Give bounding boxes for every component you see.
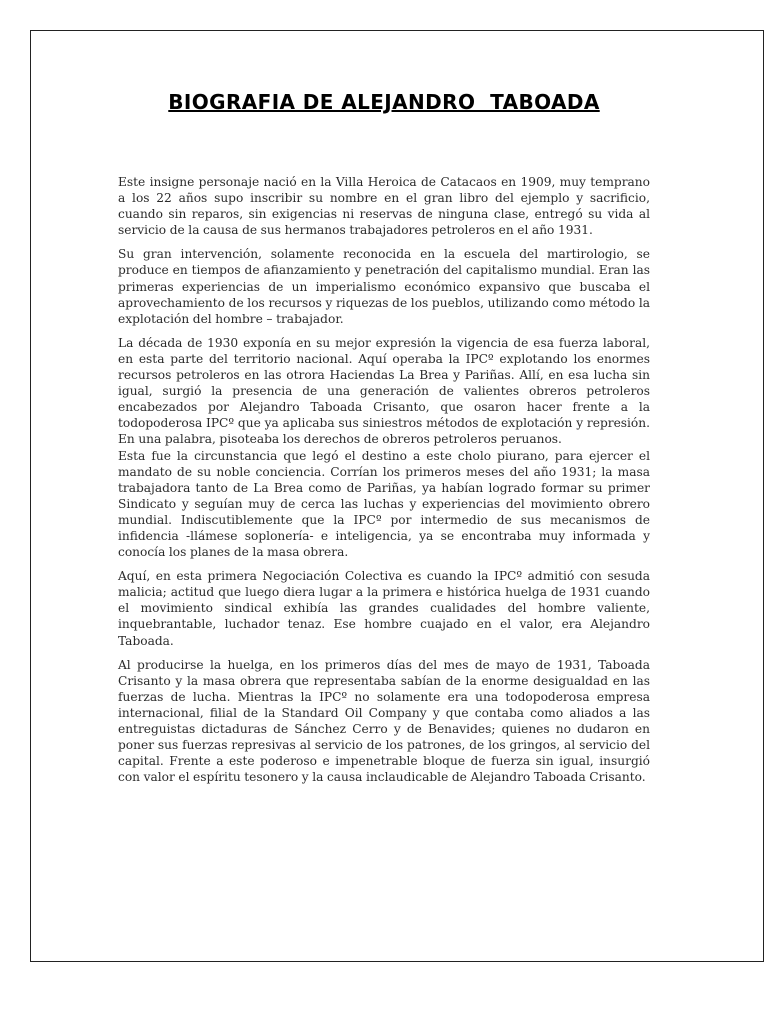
- paragraph-6: Al producirse la huelga, en los primeros días del mes de mayo de 1931, Taboada Crisanto y la masa obrera que representaba sabían de la enorme desigualdad en las fuerzas de lucha. Mientras la IPCº no solamente era una todopoderosa empresa internacional, filial de la Standard Oil Company y que contaba como aliados a las entreguistas dictaduras de Sánchez Cerro y de Benavides; quienes no dudaron en poner sus fuerzas represivas al servicio de los patrones, de los gringos, al servicio del capital. Frente a este poderoso e impenetrable bloque de fuerza sin igual, insurgió con valor el espíritu tesonero y la causa inclaudicable de Alejandro Taboada Crisanto.: [118, 657, 650, 785]
- document-title: BIOGRAFIA DE ALEJANDRO TABOADA: [168, 90, 600, 114]
- paragraph-1: Este insigne personaje nació en la Villa Heroica de Catacaos en 1909, muy temprano a los 22 años supo inscribir su nombre en el gran libro del ejemplo y sacrificio, cuando sin reparos, sin exigencias ni reservas de ninguna clase, entregó su vida al servicio de la causa de sus hermanos trabajadores petroleros en el año 1931.: [118, 175, 650, 238]
- paragraph-2: Su gran intervención, solamente reconocida en la escuela del martirologio, se produce en tiempos de afianzamiento y penetración del capitalismo mundial. Eran las primeras experiencias de un imperialismo económico expansivo que buscaba el aprovechamiento de los recursos y riquezas de los pueblos, utilizando como método la explotación del hombre – trabajador.: [118, 247, 650, 326]
- paragraph-4: Esta fue la circunstancia que legó el destino a este cholo piurano, para ejercer el mandato de su noble conciencia. Corrían los primeros meses del año 1931; la masa trabajadora tanto de La Brea como de Pariñas, ya habían logrado formar su primer Sindicato y seguían muy de cerca las luchas y experiencias del movimiento obrero mundial. Indiscutiblemente que la IPCº por intermedio de sus mecanismos de infidencia -llámese soplonería- e inteligencia, ya se encontraba muy informada y conocía los planes de la masa obrera.: [118, 448, 650, 560]
- paragraph-3: La década de 1930 exponía en su mejor expresión la vigencia de esa fuerza laboral, en esta parte del territorio nacional. Aquí operaba la IPCº explotando los enormes recursos petroleros en las otrora Haciendas La Brea y Pariñas. Allí, en esa lucha sin igual, surgió la presencia de una generación de valientes obreros petroleros encabezados por Alejandro Taboada Crisanto, que osaron hacer frente a la todopoderosa IPCº que ya aplicaba sus siniestros métodos de explotación y represión. En una palabra, pisoteaba los derechos de obreros petroleros peruanos.: [118, 335, 650, 447]
- paragraph-5: Aquí, en esta primera Negociación Colectiva es cuando la IPCº admitió con sesuda malicia; actitud que luego diera lugar a la primera e histórica huelga de 1931 cuando el movimiento sindical exhibía las grandes cualidades del hombre valiente, inquebrantable, luchador tenaz. Ese hombre cuajado en el valor, era Alejandro Taboada.: [118, 569, 650, 648]
- document-body: [118, 174, 650, 793]
